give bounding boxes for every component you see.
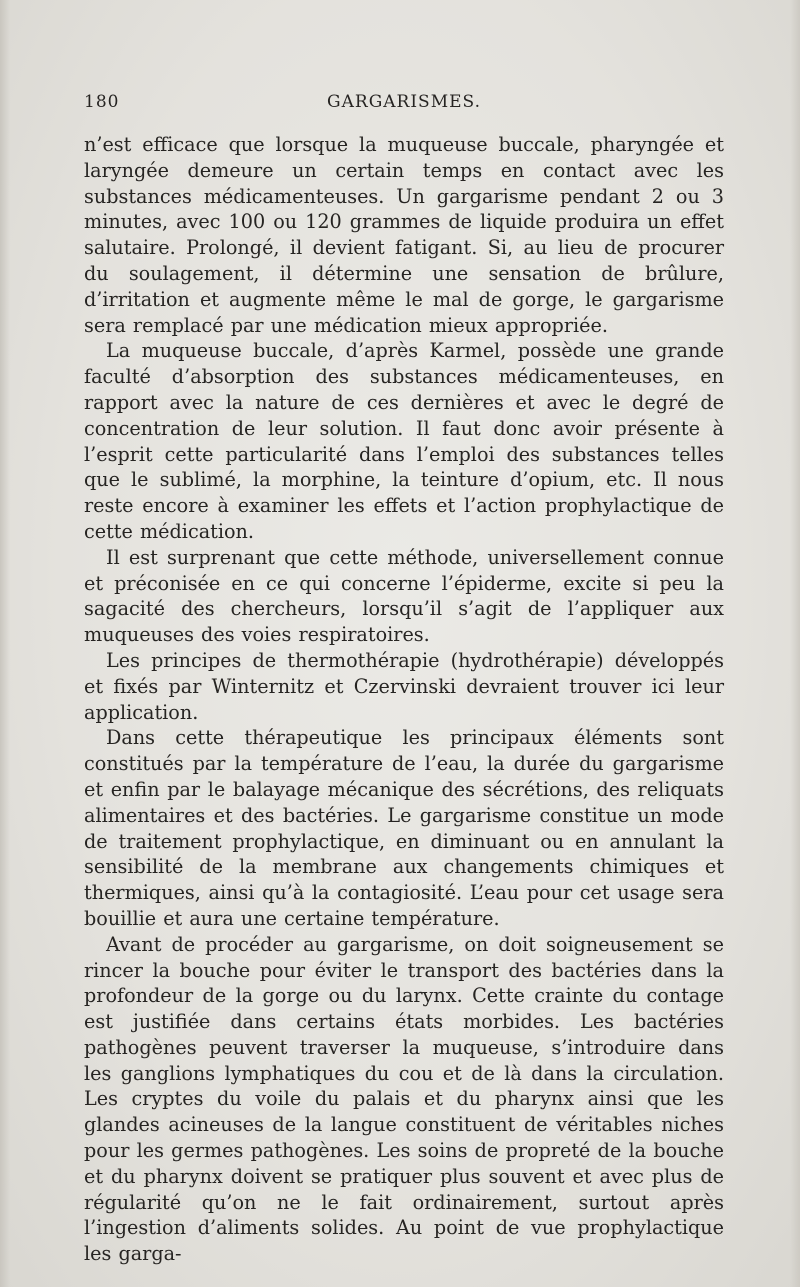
page-number: 180 xyxy=(84,92,120,112)
paragraph-2: La muqueuse buccale, d’après Karmel, possède une grande faculté d’absorption des substances médicamenteuses, en rapport avec la nature de ces dernières et avec le degré de concentration de leur solution. Il faut donc avoir présente à l’esprit cette particularité dans l’emploi des substances telles que le sublimé, la morphine, la teinture d’opium, etc. Il nous reste encore à examiner les effets et l’action prophylactique de cette médication. xyxy=(84,339,724,543)
paragraph-1: n’est efficace que lorsque la muqueuse buccale, pharyngée et laryngée demeure un certain temps en contact avec les substances médicamenteuses. Un gargarisme pendant 2 ou 3 minutes, avec 100 ou 120 grammes de liquide produira un effet salutaire. Prolongé, il devient fatigant. Si, au lieu de procurer du soulagement, il détermine une sensation de brûlure, d’irritation et augmente même le mal de gorge, le gargarisme sera remplacé par une médication mieux appropriée. xyxy=(84,133,724,337)
running-title: GARGARISMES. xyxy=(327,92,481,112)
running-head xyxy=(84,92,724,118)
paragraph-5: Dans cette thérapeutique les principaux éléments sont constitués par la température de l’eau, la durée du gargarisme et enfin par le balayage mécanique des sécrétions, des reliquats alimentaires et des bactéries. Le gargarisme constitue un mode de traitement prophylactique, en diminuant ou en annulant la sensibilité de la membrane aux changements chimiques et thermiques, ainsi qu’à la contagiosité. L’eau pour cet usage sera bouillie et aura une certaine température. xyxy=(84,726,724,930)
paragraph-6: Avant de procéder au gargarisme, on doit soigneusement se rincer la bouche pour éviter le transport des bactéries dans la profondeur de la gorge ou du larynx. Cette crainte du contage est justifiée dans certains états morbides. Les bactéries pathogènes peuvent traverser la muqueuse, s’introduire dans les ganglions lymphatiques du cou et de là dans la circulation. Les cryptes du voile du palais et du pharynx ainsi que les glandes acineuses de la langue constituent de véritables niches pour les germes pathogènes. Les soins de propreté de la bouche et du pharynx doivent se pratiquer plus souvent et avec plus de régularité qu’on ne le fait ordinairement, surtout après l’ingestion d’aliments solides. Au point de vue prophylactique les garga- xyxy=(84,932,724,1266)
page-edge-left xyxy=(0,0,10,1287)
paragraph-4: Les principes de thermothérapie (hydrothérapie) développés et fixés par Winternitz et Czervinski devraient trouver ici leur application. xyxy=(84,648,724,724)
body-text xyxy=(84,132,724,1267)
page-edge-right xyxy=(790,0,800,1287)
paragraph-3: Il est surprenant que cette méthode, universellement connue et préconisée en ce qui concerne l’épiderme, excite si peu la sagacité des chercheurs, lorsqu’il s’agit de l’appliquer aux muqueuses des voies respiratoires. xyxy=(84,545,724,647)
